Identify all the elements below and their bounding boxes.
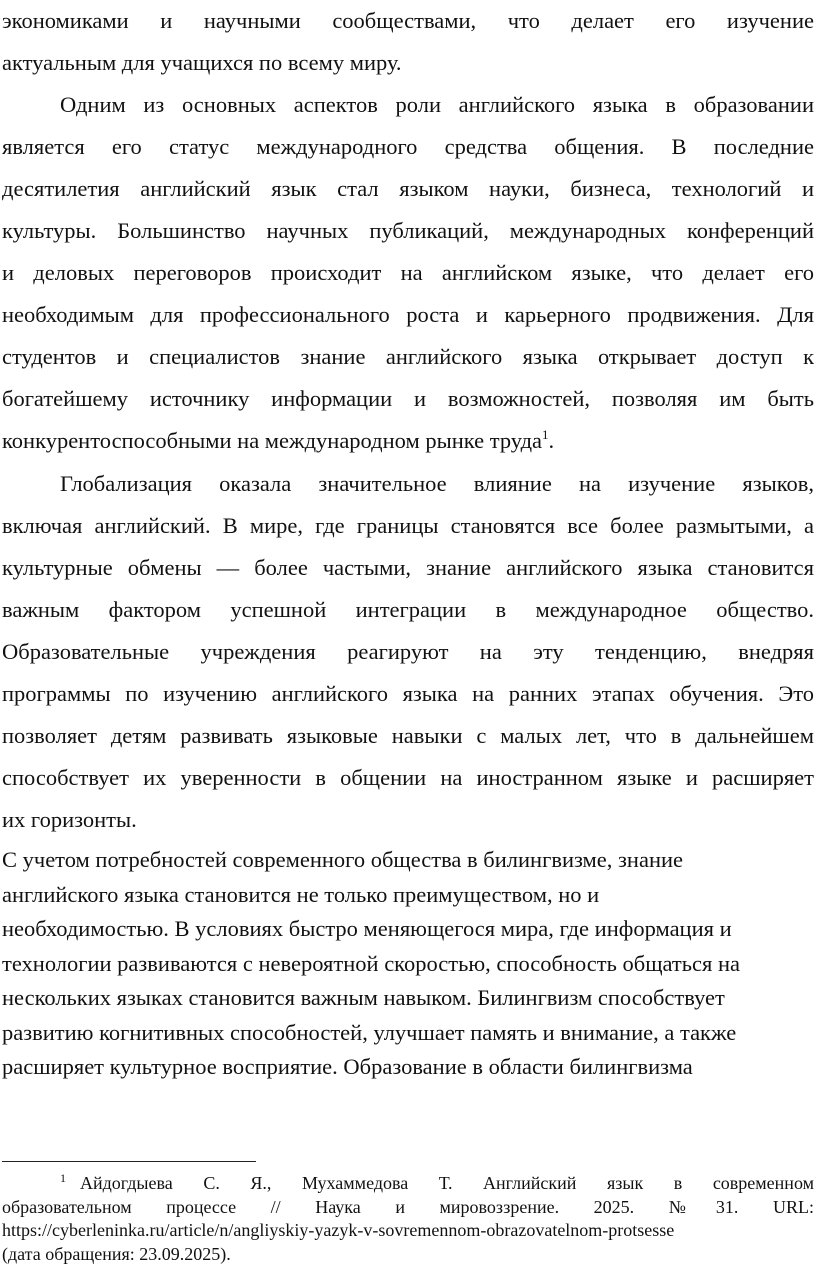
footnote-line <box>2 1172 814 1196</box>
text-line: актуальным для учащихся по всему миру. <box>2 50 402 75</box>
text-line: включая английский. В мире, где границы становятся все более размытыми, а <box>2 513 814 538</box>
footnote-separator <box>2 1161 256 1162</box>
text-line: нескольких языках становится важным навыком. Билингвизм способствует <box>2 985 725 1010</box>
footnote-number: 1 <box>60 1171 66 1185</box>
text-line: экономиками и научными сообществами, что делает его изучение <box>2 8 814 33</box>
text-line: необходимостью. В условиях быстро меняющегося мира, где информация и <box>2 916 732 941</box>
text-line: Глобализация оказала значительное влияние на изучение языков, <box>60 471 814 496</box>
paragraph-2 <box>2 84 814 462</box>
text-line: важным фактором успешной интеграции в международное общество. <box>2 597 814 622</box>
text-line-with-footnote <box>2 420 814 462</box>
text-line: английского языка становится не только преимуществом, но и <box>2 881 600 907</box>
text-line: Одним из основных аспектов роли английского языка в образовании <box>60 92 814 117</box>
text-line: студентов и специалистов знание английского языка открывает доступ к <box>2 344 814 369</box>
footnote <box>2 1172 814 1266</box>
text-line: является его статус международного средства общения. В последние <box>2 134 814 159</box>
paragraph-4 <box>2 843 814 1085</box>
footnote-text: Айдогдыева С. Я., Мухаммедова Т. Английский язык в современном <box>80 1173 814 1193</box>
footnote-reference[interactable]: 1 <box>542 427 549 442</box>
text-line: культурные обмены — более частыми, знание английского языка становится <box>2 555 814 580</box>
text-line: программы по изучению английского языка на ранних этапах обучения. Это <box>2 681 814 706</box>
text-line: десятилетия английский язык стал языком науки, бизнеса, технологий и <box>2 176 814 201</box>
paragraph-1 <box>2 0 814 84</box>
text-line: позволяет детям развивать языковые навыки с малых лет, что в дальнейшем <box>2 723 814 748</box>
text-line: С учетом потребностей современного общества в билингвизме, знание <box>2 847 684 872</box>
text-line: конкурентоспособными на международном рынке труда <box>2 428 543 453</box>
text-line: и деловых переговоров происходит на английском языке, что делает его <box>2 260 814 285</box>
text-line: необходимым для профессионального роста и карьерного продвижения. Для <box>2 302 814 327</box>
footnote-line: (дата обращения: 23.09.2025). <box>2 1243 231 1264</box>
footnote-line: образовательном процессе // Наука и мировоззрение. 2025. №31. URL: <box>2 1196 814 1217</box>
text-line: технологии развиваются с невероятной скоростью, способность общаться на <box>2 950 741 976</box>
text-line: богатейшему источнику информации и возможностей, позволяя им быть <box>2 386 814 411</box>
end-punctuation: . <box>548 428 555 453</box>
text-line: Образовательные учреждения реагируют на эту тенденцию, внедряя <box>2 639 814 664</box>
text-line: способствует их уверенности в общении на иностранном языке и расширяет <box>2 765 814 790</box>
text-line: развитию когнитивных способностей, улучшает память и внимание, а также <box>2 1019 737 1045</box>
text-line: культуры. Большинство научных публикаций, международных конференций <box>2 218 814 243</box>
footnote-url[interactable]: https://cyberleninka.ru/article/n/angliyskiy-yazyk-v-sovremennom-obrazovatelnom-protsesse <box>2 1220 675 1240</box>
text-line: расширяет культурное восприятие. Образование в области билингвизма <box>2 1054 693 1079</box>
paragraph-3 <box>2 463 814 841</box>
text-line: их горизонты. <box>2 807 137 832</box>
